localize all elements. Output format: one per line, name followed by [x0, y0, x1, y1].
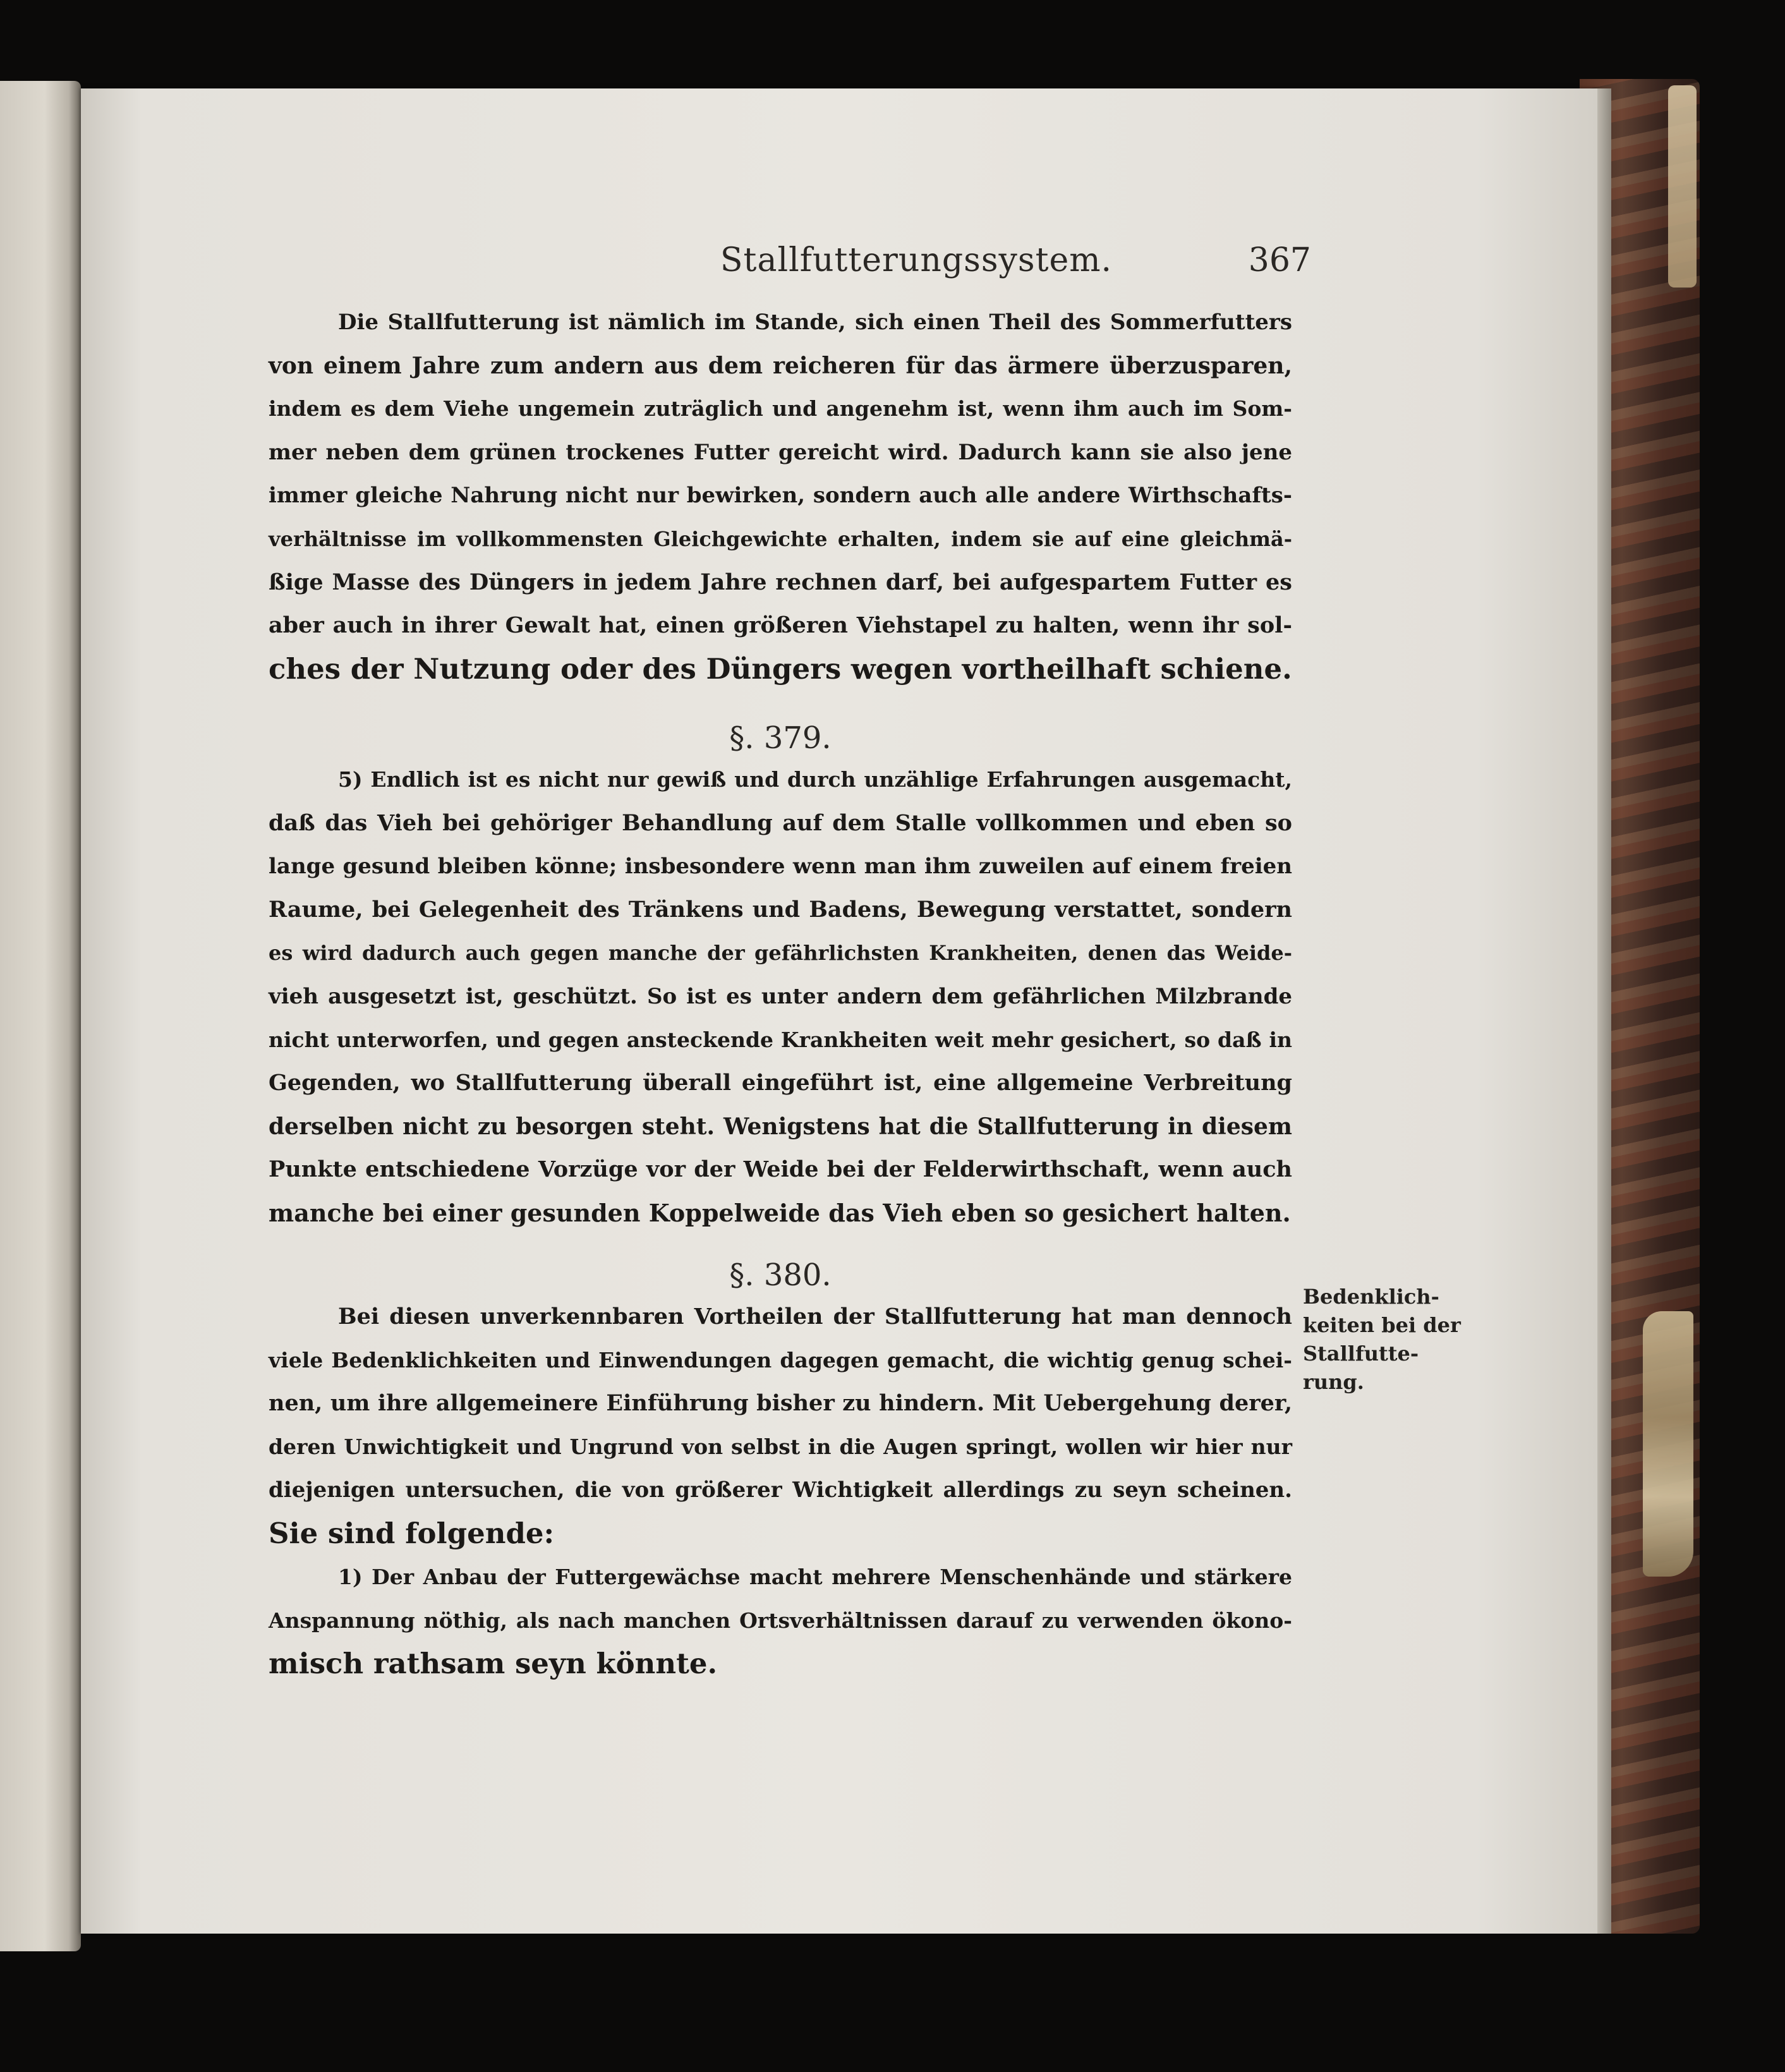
text-line: immer gleiche Nahrung nicht nur bewirken, sondern auch alle andere Wirthschafts- [269, 483, 1292, 509]
paragraph-2 [269, 758, 1292, 1235]
text-line: manche bei einer gesunden Koppelweide das Vieh eben so gesichert halten. [269, 1198, 1291, 1227]
text-line: nicht unterworfen, und gegen ansteckende Krankheiten weit mehr gesichert, so daß in [269, 1027, 1292, 1052]
page-number: 367 [1248, 241, 1311, 279]
left-facing-page-edge [0, 81, 81, 1951]
margin-note-line: Stallfutte- [1303, 1342, 1419, 1366]
section-heading-380: §. 380. [729, 1257, 832, 1293]
section-heading-379: §. 379. [729, 720, 832, 756]
text-line: Sie sind folgende: [269, 1516, 555, 1550]
text-line: Anspannung nöthig, als nach manchen Ortsverhältnissen darauf zu verwenden ökono- [269, 1608, 1292, 1633]
cover-wear-top [1668, 85, 1697, 288]
text-line: nen, um ihre allgemeinere Einführung bisher zu hindern. Mit Uebergehung derer, [269, 1390, 1292, 1417]
page-stack-edge [1597, 88, 1611, 1934]
running-header: Stallfutterungssystem. [720, 241, 1113, 279]
text-line: verhältnisse im vollkommensten Gleichgewichte erhalten, indem sie auf eine gleichmä- [269, 526, 1292, 551]
text-line: ßige Masse des Düngers in jedem Jahre rechnen darf, bei aufgespartem Futter es [269, 569, 1292, 595]
text-line: 5) Endlich ist es nicht nur gewiß und durch unzählige Erfahrungen ausgemacht, [338, 767, 1292, 792]
text-line: es wird dadurch auch gegen manche der gefährlichsten Krankheiten, denen das Weide- [269, 941, 1292, 966]
text-line: aber auch in ihrer Gewalt hat, einen größeren Viehstapel zu halten, wenn ihr sol- [269, 612, 1292, 639]
text-line: indem es dem Viehe ungemein zuträglich und angenehm ist, wenn ihm auch im Som- [269, 396, 1292, 421]
text-line: 1) Der Anbau der Futtergewächse macht mehrere Menschenhände und stärkere [338, 1565, 1292, 1589]
text-line: von einem Jahre zum andern aus dem reicheren für das ärmere überzusparen, [269, 352, 1292, 379]
text-line: Bei diesen unverkennbaren Vortheilen der Stallfutterung hat man dennoch [338, 1304, 1292, 1330]
paragraph-1 [269, 301, 1292, 691]
margin-note-line: keiten bei der [1303, 1313, 1461, 1337]
text-line: lange gesund bleiben könne; insbesondere wenn man ihm zuweilen auf einem freien [269, 854, 1292, 880]
text-line: derselben nicht zu besorgen steht. Wenigstens hat die Stallfutterung in diesem [269, 1113, 1292, 1140]
text-line: mer neben dem grünen trockenes Futter gereicht wird. Dadurch kann sie also jene [269, 439, 1292, 465]
text-line: Punkte entschiedene Vorzüge vor der Weide bei der Felderwirthschaft, wenn auch [269, 1156, 1292, 1183]
text-line: viele Bedenklichkeiten und Einwendungen dagegen gemacht, die wichtig genug schei- [269, 1347, 1292, 1372]
margin-note [1303, 1283, 1461, 1396]
text-line: ches der Nutzung oder des Düngers wegen vortheilhaft schiene. [269, 651, 1292, 686]
text-line: vieh ausgesetzt ist, geschützt. So ist es unter andern dem gefährlichen Milzbrande [269, 983, 1292, 1009]
text-line: diejenigen untersuchen, die von größerer Wichtigkeit allerdings zu seyn scheinen. [269, 1477, 1292, 1503]
text-line: deren Unwichtigkeit und Ungrund von selbst in die Augen springt, wollen wir hier nur [269, 1434, 1292, 1459]
text-line: Die Stallfutterung ist nämlich im Stande, sich einen Theil des Sommerfutters [338, 310, 1292, 335]
margin-note-line: Bedenklich- [1303, 1285, 1439, 1309]
text-line: misch rathsam seyn könnte. [269, 1647, 718, 1681]
paragraph-3 [269, 1295, 1292, 1556]
cover-wear-patch [1643, 1311, 1693, 1577]
text-line: Raume, bei Gelegenheit des Tränkens und Badens, Bewegung verstattet, sondern [269, 896, 1292, 923]
text-line: daß das Vieh bei gehöriger Behandlung auf dem Stalle vollkommen und eben so [269, 809, 1292, 836]
margin-note-line: rung. [1303, 1370, 1364, 1394]
paragraph-4 [269, 1556, 1292, 1686]
text-line: Gegenden, wo Stallfutterung überall eingeführt ist, eine allgemeine Verbreitung [269, 1070, 1292, 1096]
